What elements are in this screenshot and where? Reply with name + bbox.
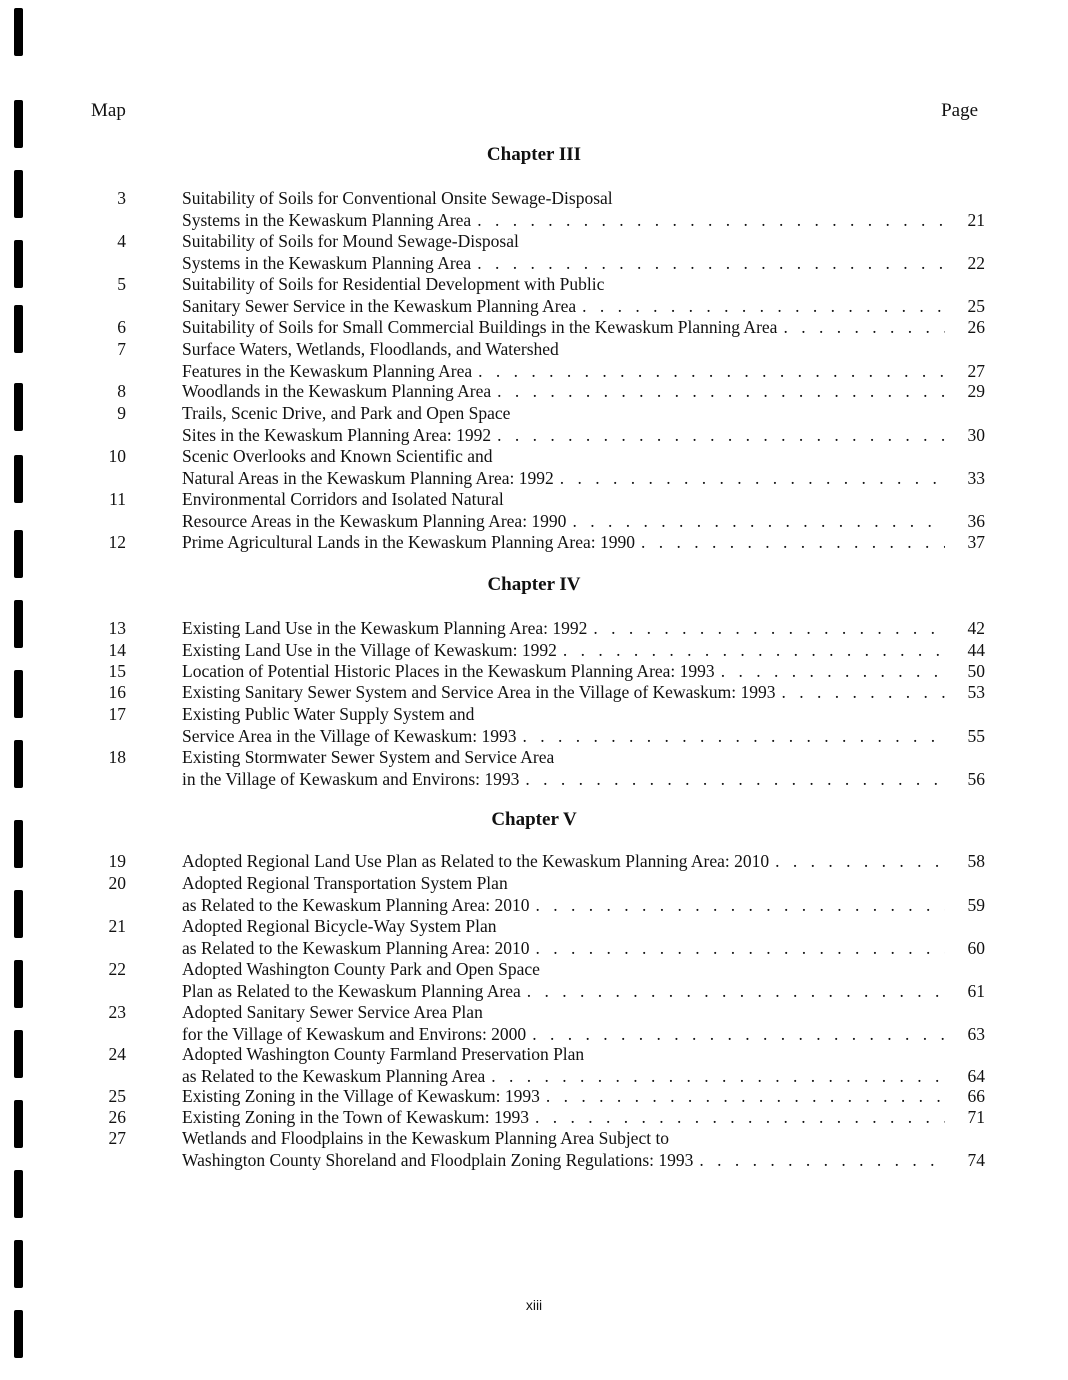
map-number: 4 [117, 231, 126, 251]
page-reference: 63 [967, 1023, 985, 1044]
page-reference: 74 [967, 1149, 985, 1170]
map-number: 15 [108, 661, 126, 681]
dot-leader [477, 253, 945, 275]
page-reference: 44 [967, 640, 985, 660]
map-title-line: Adopted Sanitary Sewer Service Area Plan [182, 1002, 483, 1022]
dot-leader [522, 726, 945, 748]
dot-leader [775, 851, 945, 873]
map-title-line: Surface Waters, Wetlands, Floodlands, and Watershed [182, 339, 559, 359]
map-title-line: Existing Stormwater Sewer System and Service Area [182, 747, 555, 767]
map-number: 11 [109, 489, 126, 509]
map-number: 5 [117, 274, 126, 294]
map-title-line: Adopted Regional Bicycle-Way System Plan [182, 916, 497, 936]
binding-mark [14, 740, 23, 788]
binding-mark [14, 890, 23, 938]
map-number: 14 [108, 640, 126, 660]
dot-leader [532, 1024, 945, 1046]
map-title-line: Washington County Shoreland and Floodplain Zoning Regulations: 1993 [182, 1149, 694, 1170]
map-title-line: Sites in the Kewaskum Planning Area: 1992 [182, 424, 492, 445]
dot-leader [641, 532, 945, 554]
map-title-line: Systems in the Kewaskum Planning Area [182, 252, 472, 273]
map-title-line: Resource Areas in the Kewaskum Planning Area: 1990 [182, 510, 567, 531]
dot-leader [783, 317, 945, 339]
map-number: 23 [108, 1002, 126, 1022]
page-reference: 21 [967, 209, 985, 230]
map-title-line: Suitability of Soils for Residential Development with Public [182, 274, 605, 294]
map-number: 17 [108, 704, 126, 724]
dot-leader [721, 661, 945, 683]
list-item [90, 959, 985, 1002]
list-item [90, 1086, 985, 1108]
dot-leader [497, 425, 945, 447]
list-item [90, 339, 985, 382]
map-title-line: Existing Zoning in the Town of Kewaskum: 1993 [182, 1107, 529, 1127]
page-reference: 37 [967, 532, 985, 552]
map-title-line: Location of Potential Historic Places in the Kewaskum Planning Area: 1993 [182, 661, 715, 681]
map-number: 3 [117, 188, 126, 208]
map-number: 7 [117, 339, 126, 359]
map-title-line: Existing Public Water Supply System and [182, 704, 475, 724]
list-item [90, 1044, 985, 1087]
map-number: 24 [108, 1044, 126, 1064]
page-reference: 33 [967, 467, 985, 488]
page-reference: 55 [967, 725, 985, 746]
chapter-heading: Chapter IV [487, 574, 581, 595]
list-item [90, 873, 985, 916]
map-title-line: Suitability of Soils for Small Commercial Buildings in the Kewaskum Planning Area [182, 317, 778, 337]
list-item [90, 532, 985, 554]
list-item [90, 446, 985, 489]
binding-mark [14, 960, 23, 1008]
list-item [90, 747, 985, 790]
map-number: 13 [108, 618, 126, 638]
page-reference: 61 [967, 980, 985, 1001]
map-title-line: Adopted Washington County Park and Open Space [182, 959, 540, 979]
page-number: xiii [525, 1297, 543, 1313]
map-title-line: as Related to the Kewaskum Planning Area: 2010 [182, 894, 530, 915]
binding-mark [14, 305, 23, 353]
list-item [90, 188, 985, 231]
map-title-line: Features in the Kewaskum Planning Area [182, 360, 473, 381]
map-number: 8 [117, 381, 126, 401]
binding-mark [14, 383, 23, 431]
map-title-line: Adopted Washington County Farmland Preservation Plan [182, 1044, 585, 1064]
dot-leader [582, 296, 945, 318]
map-title-line: Existing Zoning in the Village of Kewaskum: 1993 [182, 1086, 540, 1106]
map-title-line: Environmental Corridors and Isolated Natural [182, 489, 504, 509]
map-number: 26 [108, 1107, 126, 1127]
page-reference: 50 [967, 661, 985, 681]
binding-mark [14, 1100, 23, 1148]
binding-mark [14, 1310, 23, 1358]
map-title-line: Systems in the Kewaskum Planning Area [182, 209, 472, 230]
map-title-line: Suitability of Soils for Mound Sewage-Disposal [182, 231, 519, 251]
dot-leader [572, 511, 945, 533]
list-item [90, 682, 985, 704]
map-number: 10 [108, 446, 126, 466]
map-title-line: Adopted Regional Land Use Plan as Related to the Kewaskum Planning Area: 2010 [182, 851, 770, 871]
dot-leader [478, 361, 945, 383]
binding-mark [14, 8, 23, 56]
map-title-line: for the Village of Kewaskum and Environs: 2000 [182, 1023, 527, 1044]
page-reference: 42 [967, 618, 985, 638]
map-title-line: Suitability of Soils for Conventional Onsite Sewage-Disposal [182, 188, 613, 208]
map-column-header: Map [91, 100, 126, 121]
list-item [90, 381, 985, 403]
binding-mark [14, 1240, 23, 1288]
page-reference: 56 [967, 768, 985, 789]
map-title-line: Scenic Overlooks and Known Scientific and [182, 446, 493, 466]
list-item [90, 403, 985, 446]
page-reference: 71 [967, 1107, 985, 1127]
list-item [90, 231, 985, 274]
map-title-line: Service Area in the Village of Kewaskum: 1993 [182, 725, 517, 746]
list-item [90, 489, 985, 532]
map-title-line: Adopted Regional Transportation System Plan [182, 873, 508, 893]
map-title-line: as Related to the Kewaskum Planning Area: 2010 [182, 937, 530, 958]
map-number: 9 [117, 403, 126, 423]
map-number: 20 [108, 873, 126, 893]
map-title-line: Natural Areas in the Kewaskum Planning Area: 1992 [182, 467, 554, 488]
page-reference: 22 [967, 252, 985, 273]
dot-leader [536, 938, 946, 960]
binding-mark [14, 170, 23, 218]
map-number: 27 [108, 1128, 126, 1148]
map-title-line: Trails, Scenic Drive, and Park and Open Space [182, 403, 511, 423]
map-number: 18 [108, 747, 126, 767]
binding-mark [14, 600, 23, 648]
list-item [90, 1107, 985, 1129]
map-title-line: Plan as Related to the Kewaskum Planning Area [182, 980, 521, 1001]
map-title-line: Existing Land Use in the Kewaskum Planning Area: 1992 [182, 618, 588, 638]
page-reference: 58 [967, 851, 985, 871]
list-item [90, 640, 985, 662]
dot-leader [525, 769, 945, 791]
list-item [90, 1002, 985, 1045]
map-title-line: Woodlands in the Kewaskum Planning Area [182, 381, 492, 401]
list-item [90, 661, 985, 683]
page-reference: 64 [967, 1065, 985, 1086]
dot-leader [491, 1066, 945, 1088]
page-reference: 26 [967, 317, 985, 337]
page-reference: 36 [967, 510, 985, 531]
page-reference: 30 [967, 424, 985, 445]
chapter-heading: Chapter V [491, 809, 577, 830]
dot-leader [560, 468, 945, 490]
map-title-line: in the Village of Kewaskum and Environs: 1993 [182, 768, 520, 789]
map-title-line: Sanitary Sewer Service in the Kewaskum Planning Area [182, 295, 577, 316]
list-item [90, 916, 985, 959]
page-reference: 25 [967, 295, 985, 316]
map-number: 19 [108, 851, 126, 871]
map-number: 6 [117, 317, 126, 337]
dot-leader [593, 618, 945, 640]
dot-leader [535, 1107, 945, 1129]
binding-mark [14, 1030, 23, 1078]
list-item [90, 618, 985, 640]
page-reference: 29 [967, 381, 985, 401]
dot-leader [527, 981, 945, 1003]
list-item [90, 704, 985, 747]
page-column-header: Page [941, 100, 978, 121]
binding-hole-marks [0, 0, 60, 1380]
chapter-heading: Chapter III [486, 144, 582, 165]
map-title-line: Wetlands and Floodplains in the Kewaskum Planning Area Subject to [182, 1128, 670, 1148]
map-number: 12 [108, 532, 126, 552]
list-item [90, 851, 985, 873]
map-title-line: Prime Agricultural Lands in the Kewaskum Planning Area: 1990 [182, 532, 635, 552]
binding-mark [14, 100, 23, 148]
list-item [90, 274, 985, 317]
page-reference: 27 [967, 360, 985, 381]
map-number: 25 [108, 1086, 126, 1106]
list-item [90, 317, 985, 339]
dot-leader [536, 895, 946, 917]
binding-mark [14, 240, 23, 288]
binding-mark [14, 670, 23, 718]
dot-leader [497, 381, 945, 403]
binding-mark [14, 1170, 23, 1218]
map-number: 21 [108, 916, 126, 936]
binding-mark [14, 530, 23, 578]
list-item [90, 1128, 985, 1171]
dot-leader [782, 682, 945, 704]
map-title-line: Existing Land Use in the Village of Kewaskum: 1992 [182, 640, 557, 660]
map-number: 22 [108, 959, 126, 979]
map-title-line: Existing Sanitary Sewer System and Service Area in the Village of Kewaskum: 1993 [182, 682, 776, 702]
map-number: 16 [108, 682, 126, 702]
page-reference: 60 [967, 937, 985, 958]
map-title-line: as Related to the Kewaskum Planning Area [182, 1065, 486, 1086]
dot-leader [546, 1086, 945, 1108]
dot-leader [563, 640, 945, 662]
page-reference: 66 [967, 1086, 985, 1106]
page-reference: 53 [967, 682, 985, 702]
page-reference: 59 [967, 894, 985, 915]
dot-leader [477, 210, 945, 232]
binding-mark [14, 455, 23, 503]
dot-leader [699, 1150, 945, 1172]
